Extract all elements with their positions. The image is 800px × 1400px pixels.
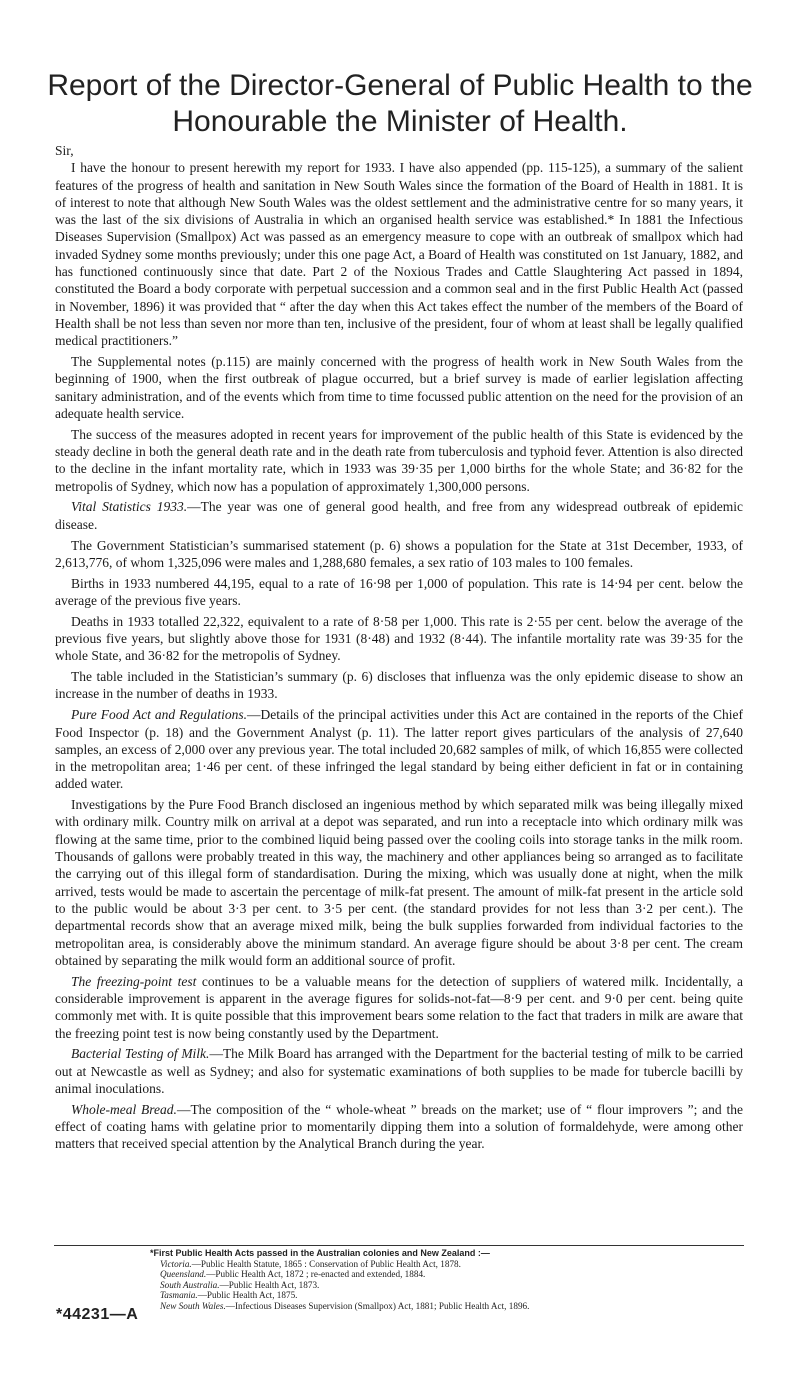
footnote-entry: Victoria.—Public Health Statute, 1865 : Conservation of Public Health Act, 1878. bbox=[160, 1258, 461, 1269]
paragraph: The Government Statistician’s summarised statement (p. 6) shows a population for the State at 31st December, 1933, of 2,613,776, of whom 1,325,096 were males and 1,288,680 females, a sex ratio of 103 males to 100 females. bbox=[55, 537, 743, 570]
paragraph: The success of the measures adopted in recent years for improvement of the public health of this State is evidenced by the steady decline in both the general death rate and in the death rate from tuberculosis and typhoid fever. Attention is also directed to the decline in the infant mortality rate, which in 1933 was 39·35 per 1,000 births for the whole State; and 36·82 for the metropolis of Sydney, which now has a population of approximately 1,300,000 persons. bbox=[55, 426, 743, 494]
section-heading: Pure Food Act and Regulations. bbox=[71, 707, 248, 723]
footnote-entry: New South Wales.—Infectious Diseases Supervision (Smallpox) Act, 1881; Public Health Act, 1896. bbox=[160, 1300, 530, 1311]
paragraph: Bacterial Testing of Milk.—The Milk Board has arranged with the Department for the bacterial testing of milk to be carried out at Newcastle as well as Sydney; and also for systematic examinations of both supplies to be made for tubercle bacilli by animal inoculations. bbox=[55, 1046, 743, 1096]
paragraph: Deaths in 1933 totalled 22,322, equivalent to a rate of 8·58 per 1,000. This rate is 2·55 per cent. below the average of the previous five years, but slightly above those for 1931 (8·48) and 1932 (8·44). The infantile mortality rate was 39·35 for the whole State, and 36·82 for the metropolis of Sydney. bbox=[55, 613, 743, 664]
footnote-entry: Tasmania.—Public Health Act, 1875. bbox=[160, 1290, 298, 1300]
footnote-entry: South Australia.—Public Health Act, 1873. bbox=[160, 1279, 320, 1290]
paragraph: Births in 1933 numbered 44,195, equal to a rate of 16·98 per 1,000 of population. This rate is 14·94 per cent. below the average of the previous five years. bbox=[55, 575, 743, 608]
page-title: Report of the Director-General of Public Health to the Honourable the Minister of Health. bbox=[47, 69, 753, 138]
footnotes bbox=[128, 1248, 768, 1311]
section-heading: Bacterial Testing of Milk. bbox=[71, 1046, 210, 1062]
section-heading: Vital Statistics 1933. bbox=[71, 499, 188, 515]
print-code: *44231—A bbox=[56, 1306, 139, 1323]
footnote-entry: Queensland.—Public Health Act, 1872 ; re-enacted and extended, 1884. bbox=[160, 1269, 426, 1279]
footnote-rule bbox=[54, 1245, 744, 1246]
salutation: Sir, bbox=[55, 143, 74, 158]
report-body bbox=[55, 142, 743, 1156]
footnote-heading: *First Public Health Acts passed in the Australian colonies and New Zealand :— bbox=[150, 1248, 490, 1258]
paragraph: Pure Food Act and Regulations.—Details of the principal activities under this Act are contained in the reports of the Chief Food Inspector (p. 18) and the Government Analyst (p. 11). The latter report gives particulars of the analysis of 27,640 samples, an excess of 2,000 over any previous year. The total included 20,682 samples of milk, of which 16,855 were collected in the metropolitan area; 1·46 per cent. of these infringed the legal standard by being either deficient in fat or in containing added water. bbox=[55, 707, 743, 792]
paragraph: Investigations by the Pure Food Branch disclosed an ingenious method by which separated milk was being illegally mixed with ordinary milk. Country milk on arrival at a depot was separated, and run into a receptacle into which ordinary milk was flowing at the same time, prior to the combined liquid being passed over the cooling coils into storage tanks in the milk room. Thousands of gallons were probably treated in this way, the machinery and other appliances being so arranged as to facilitate the carrying out of this illegal form of standardisation. During the mixing, which was usually done at night, when the milk arrived, tests would be made to ascertain the percentage of milk-fat present. The amount of milk-fat present in the article sold to the public would be about 3·3 per cent. to 3·5 per cent. (the standard provides for not less than 3·2 per cent.). The departmental records show that an average mixed milk, being the bulk supplies forwarded from individual factories to the metropolitan area, is considerably above the minimum standard. An average figure should be about 3·8 per cent. The cream obtained by separating the milk would form an additional source of profit. bbox=[55, 797, 743, 968]
paragraph: The Supplemental notes (p.115) are mainly concerned with the progress of health work in New South Wales from the beginning of 1900, when the first outbreak of plague occurred, but a brief survey is made of earlier legislation affecting sanitary administration, and of the events which from time to time focussed public attention on the need for the provision of an adequate health service. bbox=[55, 354, 743, 421]
paragraph: Whole-meal Bread.—The composition of the “ whole-wheat ” breads on the market; use of “ flour improvers ”; and the effect of coating hams with gelatine prior to momentarily dipping them into a solution of formaldehyde, were among other matters that received special attention by the Analytical Branch during the year. bbox=[55, 1101, 743, 1152]
paragraph: The freezing-point test continues to be a valuable means for the detection of suppliers of watered milk. Incidentally, a considerable improvement is apparent in the average figures for solids-not-fat—8·9 per cent. and 9·0 per cent. being quite commonly met with. It is quite possible that this improvement bears some relation to the fact that traders in milk are aware that the freezing point test is now being constantly used by the Department. bbox=[55, 973, 743, 1041]
paragraph: The table included in the Statistician’s summary (p. 6) discloses that influenza was the only epidemic disease to show an increase in the number of deaths in 1933. bbox=[55, 669, 743, 702]
paragraph: Vital Statistics 1933.—The year was one of general good health, and free from any widespread outbreak of epidemic disease. bbox=[55, 499, 743, 532]
section-heading: The freezing-point test bbox=[71, 973, 197, 989]
paragraph: I have the honour to present herewith my report for 1933. I have also appended (pp. 115-125), a summary of the salient features of the progress of health and sanitation in New South Wales since the formation of the Board of Health in 1881. It is of interest to note that although New South Wales was the oldest settlement and the administrative centre for so many years, it was the last of the six divisions of Australia in which an organised health service was established.* In 1881 the Infectious Diseases Supervision (Smallpox) Act was passed as an emergency measure to cope with an outbreak of smallpox which had invaded Sydney some months previously; under this one page Act, a Board of Health was constituted on 1st January, 1882, and has functioned continuously since that date. Part 2 of the Noxious Trades and Cattle Slaughtering Act passed in 1894, constituted the Board a body corporate with perpetual succession and a common seal and in the first Public Health Act (passed in November, 1896) it was provided that “ after the day when this Act takes effect the number of the members of the Board of Health shall be not less than seven nor more than ten, inclusive of the president, four of whom at least shall be legally qualified medical practitioners.” bbox=[55, 160, 743, 349]
section-heading: Whole-meal Bread. bbox=[71, 1101, 177, 1117]
